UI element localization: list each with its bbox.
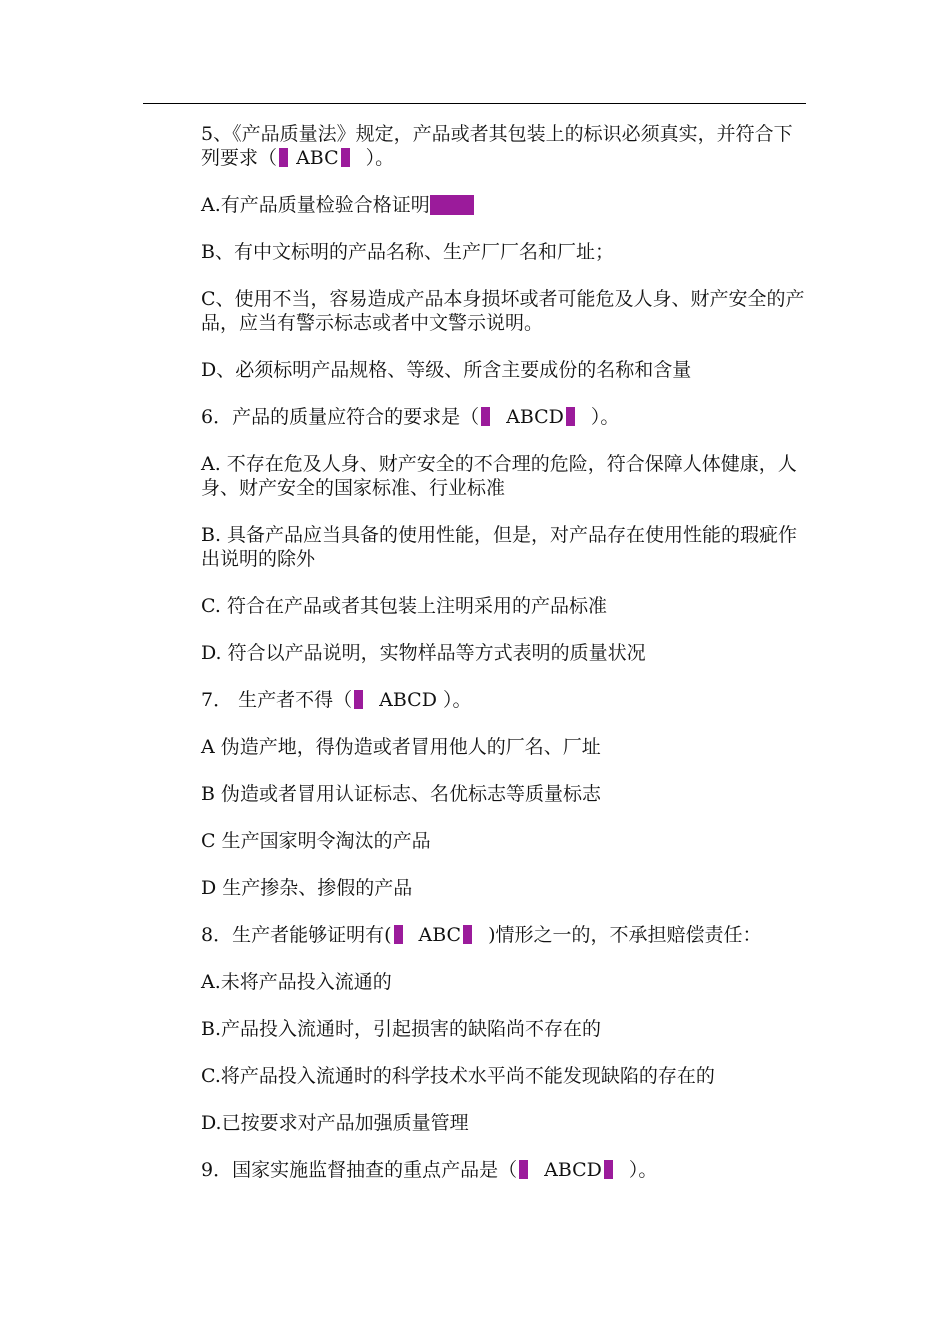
answer-marker bbox=[354, 690, 363, 709]
answer-marker bbox=[279, 148, 288, 167]
question-5-option-c: C、使用不当，容易造成产品本身损坏或者可能危及人身、财产安全的产品，应当有警示标志或者中文警示说明。 bbox=[201, 288, 805, 334]
answer-marker bbox=[481, 407, 490, 426]
question-7-option-c: C 生产国家明令淘汰的产品 bbox=[201, 830, 431, 852]
answer-marker bbox=[394, 925, 403, 944]
question-8-option-b: B.产品投入流通时，引起损害的缺陷尚不存在的 bbox=[201, 1018, 602, 1040]
question-6-option-b: B. 具备产品应当具备的使用性能，但是，对产品存在使用性能的瑕疵作出说明的除外 bbox=[201, 524, 798, 570]
question-7-option-d: D 生产掺杂、掺假的产品 bbox=[201, 877, 413, 899]
document-body bbox=[201, 122, 811, 1205]
question-8-option-d: D.已按要求对产品加强质量管理 bbox=[201, 1112, 469, 1134]
question-7-option-b: B 伪造或者冒用认证标志、名优标志等质量标志 bbox=[201, 783, 602, 805]
question-8-answer: ABC bbox=[418, 924, 462, 946]
question-5-option-b: B、有中文标明的产品名称、生产厂厂名和厂址； bbox=[201, 241, 614, 263]
question-5-stem: 5、《产品质量法》规定，产品或者其包装上的标识必须真实，并符合下列要求（ ABC ）。 bbox=[201, 123, 793, 169]
question-7-option-a: A 伪造产地，得伪造或者冒用他人的厂名、厂址 bbox=[201, 736, 601, 758]
answer-marker bbox=[604, 1160, 613, 1179]
question-8-option-c: C.将产品投入流通时的科学技术水平尚不能发现缺陷的存在的 bbox=[201, 1065, 715, 1087]
header-rule bbox=[143, 103, 806, 104]
question-8-stem: 8．生产者能够证明有( ABC )情形之一的，不承担赔偿责任： bbox=[201, 924, 762, 946]
question-6-option-d: D. 符合以产品说明，实物样品等方式表明的质量状况 bbox=[201, 642, 646, 664]
question-9-stem: 9．国家实施监督抽查的重点产品是（ ABCD ）。 bbox=[201, 1159, 658, 1181]
question-8-option-a: A.未将产品投入流通的 bbox=[201, 971, 392, 993]
question-6-stem: 6．产品的质量应符合的要求是（ ABCD ）。 bbox=[201, 406, 620, 428]
question-6-option-c: C. 符合在产品或者其包装上注明采用的产品标准 bbox=[201, 595, 607, 617]
answer-marker bbox=[463, 925, 472, 944]
question-7-answer: ABCD bbox=[379, 689, 437, 711]
question-6-option-a: A. 不存在危及人身、财产安全的不合理的危险，符合保障人体健康，人身、财产安全的国家标准、行业标准 bbox=[201, 453, 797, 499]
question-9-answer: ABCD bbox=[544, 1159, 602, 1181]
question-5-answer: ABC bbox=[296, 147, 339, 169]
answer-marker bbox=[566, 407, 575, 426]
question-5-option-d: D、必须标明产品规格、等级、所含主要成份的名称和含量 bbox=[201, 359, 692, 381]
question-7-stem: 7． 生产者不得（ ABCD ）。 bbox=[201, 689, 472, 711]
question-6-answer: ABCD bbox=[506, 406, 564, 428]
question-5-option-a: A.有产品质量检验合格证明 bbox=[201, 193, 811, 217]
highlight-block bbox=[430, 195, 474, 215]
answer-marker bbox=[519, 1160, 528, 1179]
answer-marker bbox=[341, 148, 350, 167]
